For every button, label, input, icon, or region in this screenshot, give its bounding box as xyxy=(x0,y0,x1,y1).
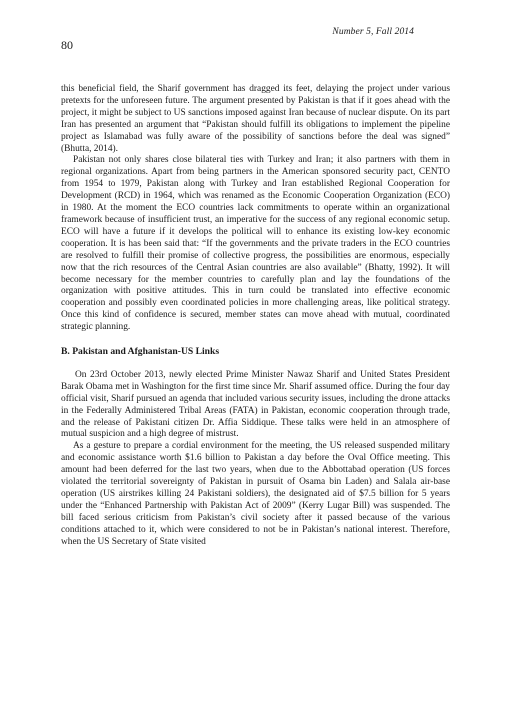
paragraph-aid: As a gesture to prepare a cordial environment for the meeting, the US released suspended military and economic assistance worth $1.6 billion to Pakistan a day before the Oval Office meeting. This amount had been deferred for the last two years, when due to the Abbottabad operation (US forces violated the territorial sovereignty of Pakistan in pursuit of Osama bin Laden) and Salala air-base operation (US airstrikes killing 24 Pakistani soldiers), the designated aid of $7.5 billion for 5 years under the “Enhanced Partnership with Pakistan Act of 2009” (Kerry Lugar Bill) was suspended. The bill faced serious criticism from Pakistan’s civil society after it passed because of the various conditions attached to it, which were considered to not be in Pakistan’s national interest. Therefore, when the US Secretary of State visited xyxy=(61,441,450,547)
page-number: 80 xyxy=(61,38,73,52)
paragraph-continuation: this beneficial field, the Sharif government has dragged its feet, delaying the project under various pretexts for the unforeseen future. The argument presented by Pakistan is that if it goes ahead with the project, it might be subject to US sanctions imposed against Iran because of nuclear dispute. On its part Iran has presented an argument that “Pakistan should fulfill its obligations to implement the pipeline project as Islamabad was fully aware of the possibility of sanctions before the deal was signed” (Bhutta, 2014). xyxy=(61,84,450,154)
article-body xyxy=(61,84,450,549)
paragraph-meeting: On 23rd October 2013, newly elected Prime Minister Nawaz Sharif and United States President Barak Obama met in Washington for the first time since Mr. Sharif assumed office. During the four day official visit, Sharif pursued an agenda that included various security issues, including the drone attacks in the Federally Administered Tribal Areas (FATA) in Pakistan, economic cooperation through trade, and the release of Pakistani citizen Dr. Affia Siddique. These talks were held in an atmosphere of mutual suspicion and a high degree of mistrust. xyxy=(61,369,450,440)
journal-issue: Number 5, Fall 2014 xyxy=(332,27,414,37)
paragraph-eco: Pakistan not only shares close bilateral ties with Turkey and Iran; it also partners with them in regional organizations. Apart from being partners in the American sponsored security pact, CENTO from 1954 to 1979, Pakistan along with Turkey and Iran established Regional Cooperation for Development (RCD) in 1964, which was renamed as the Economic Cooperation Organization (ECO) in 1980. At the moment the ECO countries lack commitments to operate within an organizational framework because of insufficient trust, an imperative for the success of any regional economic setup. ECO will have a future if it develops the political will to enhance its existing low-key economic cooperation. It is has been said that: “If the governments and the private traders in the ECO countries are resolved to fulfill their promise of collective progress, the possibilities are enormous, especially now that the rich resources of the Central Asian countries are also available” (Bhatty, 1992). It will become necessary for the member countries to carefully plan and lay the foundations of the organization with positive attitudes. This in turn could be translated into effective economic cooperation and possibly even coordinated policies in more challenging areas, like political strategy. Once this kind of confidence is secured, member states can move ahead with mutual, coordinated strategic planning. xyxy=(61,155,450,333)
section-heading: B. Pakistan and Afghanistan-US Links xyxy=(61,346,220,358)
